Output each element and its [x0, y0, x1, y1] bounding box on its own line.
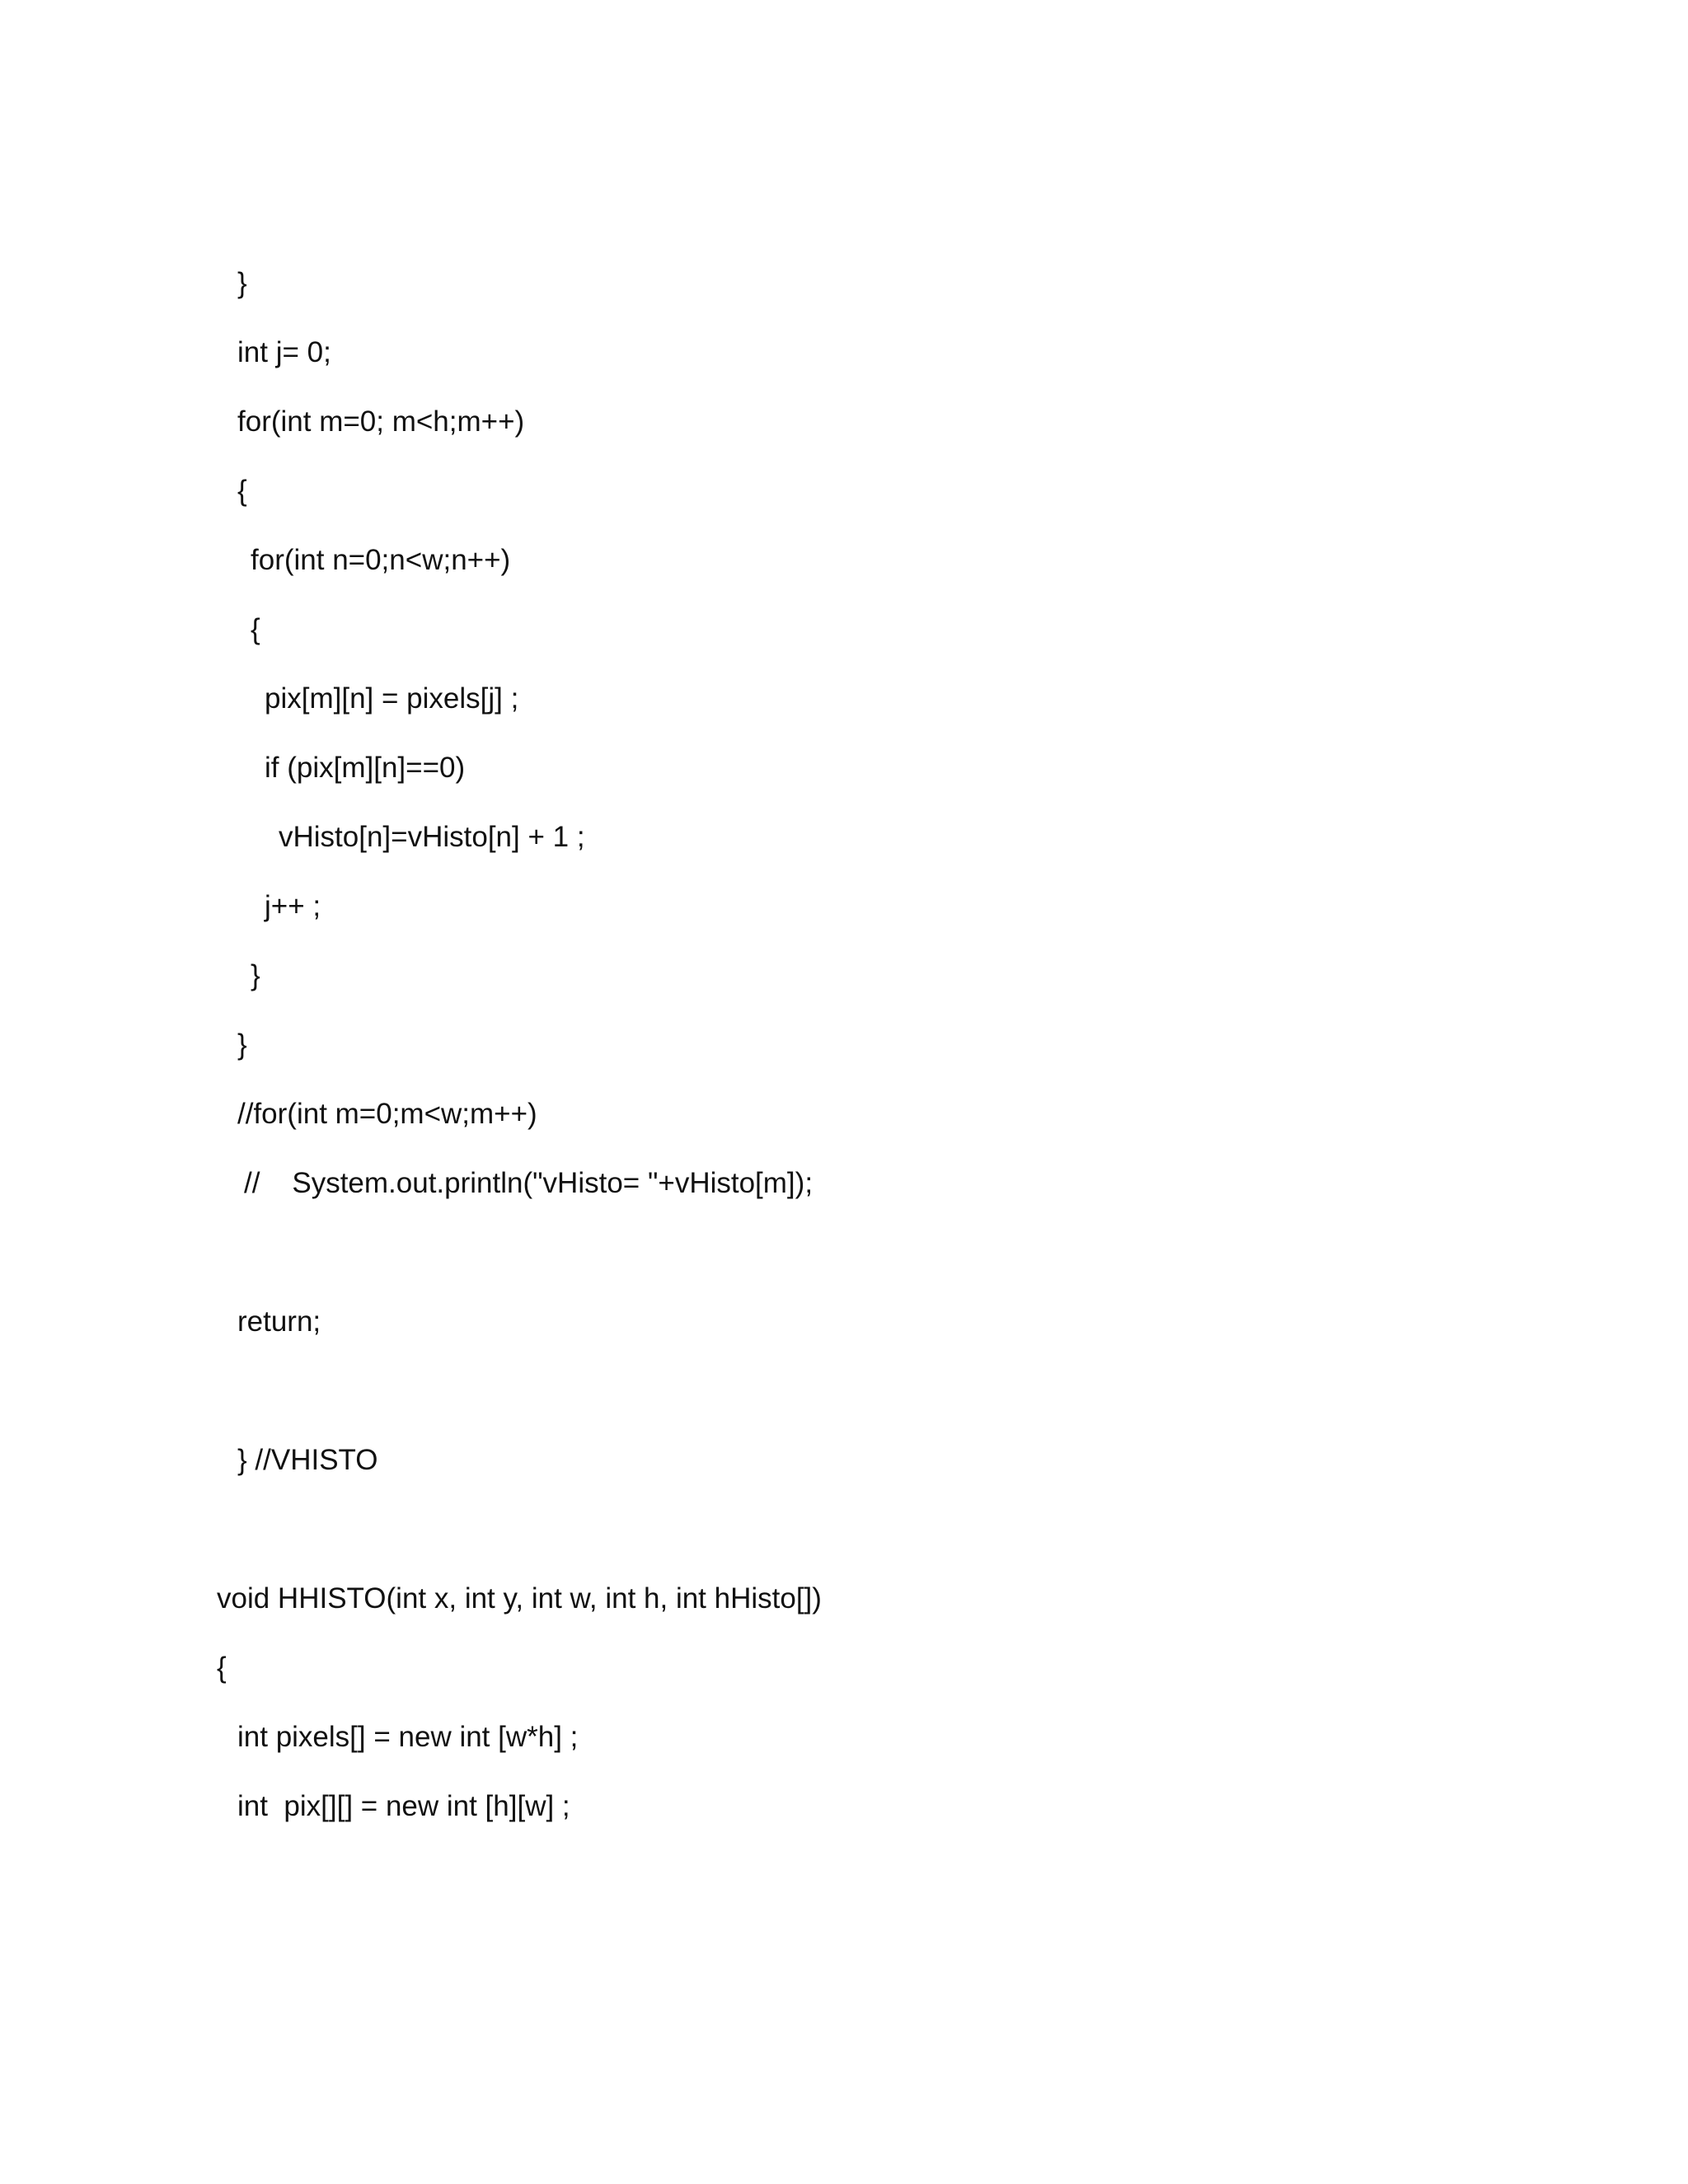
code-line: }: [237, 267, 247, 299]
code-line: j++ ;: [265, 890, 321, 922]
code-line: if (pix[m][n]==0): [265, 752, 466, 784]
code-line: pix[m][n] = pixels[j] ;: [265, 682, 519, 715]
code-line: }: [251, 959, 260, 991]
code-line: for(int n=0;n<w;n++): [251, 544, 511, 576]
code-line: int pixels[] = new int [w*h] ;: [237, 1721, 579, 1753]
code-line: {: [237, 475, 247, 507]
code-line: vHisto[n]=vHisto[n] + 1 ;: [279, 821, 585, 853]
code-line: {: [217, 1652, 227, 1684]
comment-line: // System.out.println("vHisto= "+vHisto[m]);: [244, 1167, 814, 1199]
code-line: return;: [237, 1305, 321, 1338]
comment-line: //for(int m=0;m<w;m++): [237, 1098, 537, 1130]
code-line: int j= 0;: [237, 336, 331, 368]
code-line: }: [237, 1029, 247, 1061]
method-signature: void HHISTO(int x, int y, int w, int h, int hHisto[]): [217, 1582, 822, 1615]
code-line: int pix[][] = new int [h][w] ;: [237, 1790, 570, 1822]
code-line: for(int m=0; m<h;m++): [237, 405, 525, 438]
code-line: {: [251, 613, 260, 645]
code-line: } //VHISTO: [237, 1444, 378, 1476]
